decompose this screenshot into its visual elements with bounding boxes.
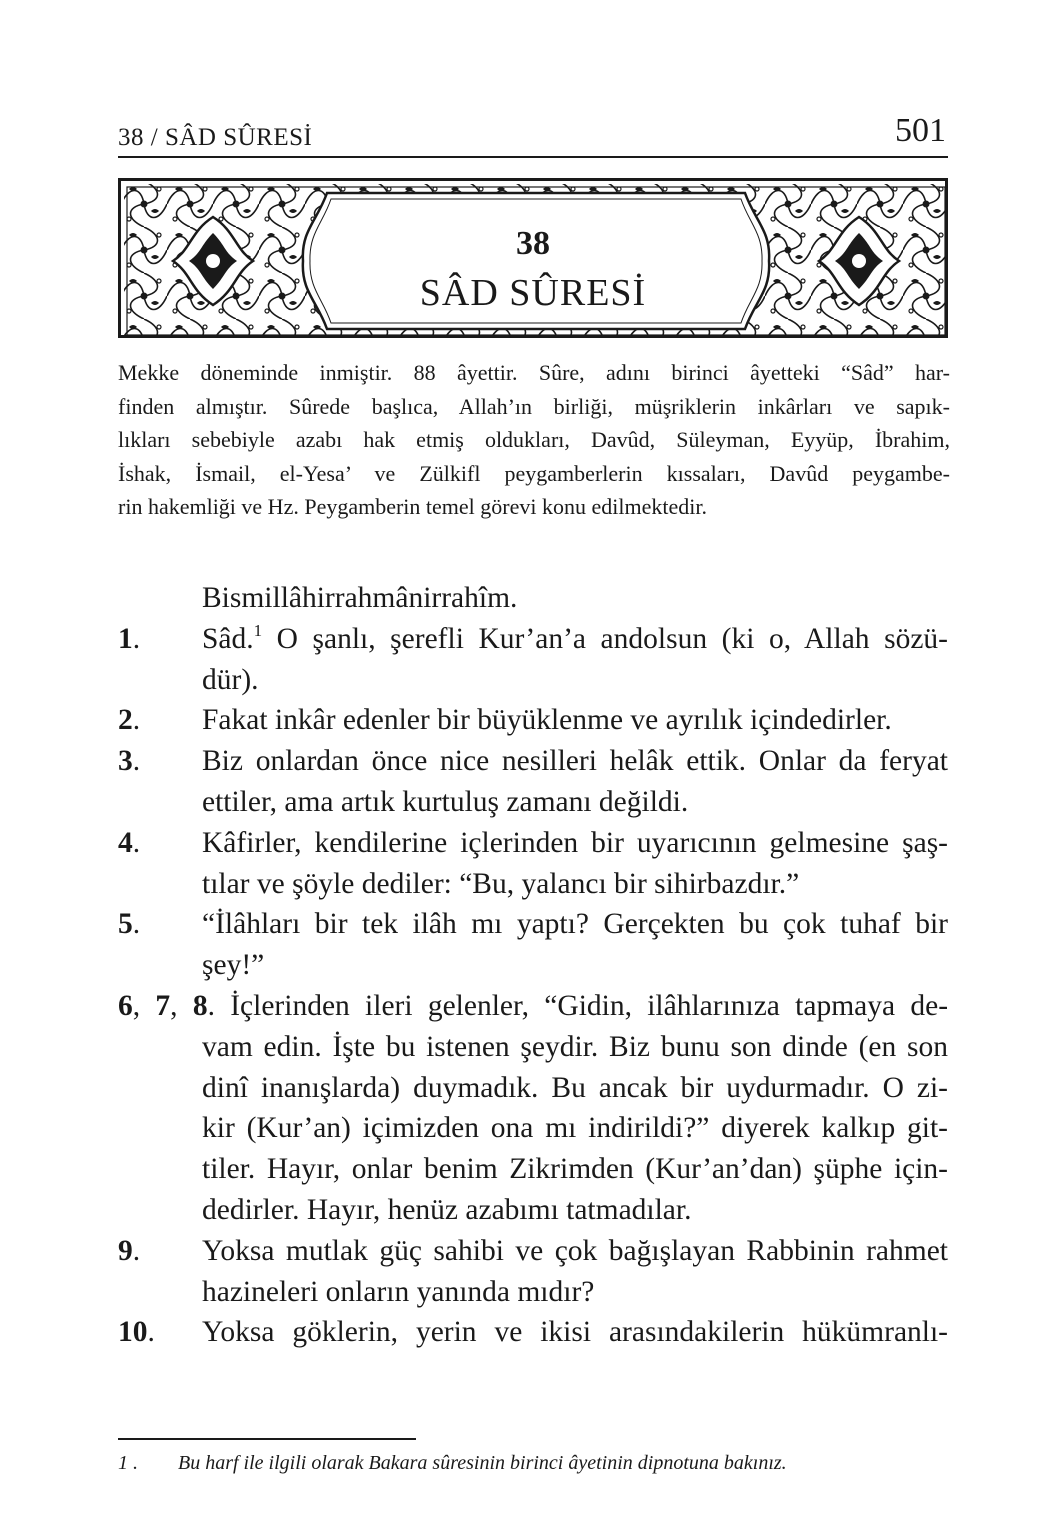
verse-line: Yoksa mutlak güç sahibi ve çok bağışlayan Rabbinin rahmet <box>202 1234 948 1267</box>
basmala: Bismillâhirrahmânirrahîm. <box>202 582 518 614</box>
verse-line: dür). <box>202 663 259 696</box>
verse-number: 9. <box>118 1234 141 1267</box>
verse-line: vam edin. İşte bu istenen şeydir. Biz bunu son dinde (en son <box>202 1030 948 1063</box>
running-title: 38 / SÂD SÛRESİ <box>118 124 313 151</box>
surah-banner <box>118 178 948 338</box>
verse-line: hazineleri onların yanında mıdır? <box>202 1275 595 1308</box>
verse-line: dedirler. Hayır, henüz azabımı tatmadılar. <box>202 1193 692 1226</box>
verse-line: ettiler, ama artık kurtuluş zamanı değildi. <box>202 785 689 818</box>
footnote-reference: 1 <box>253 620 263 640</box>
verse-2 <box>118 700 948 741</box>
verse-number: 4. <box>118 826 141 859</box>
verse-line: şey!” <box>202 949 265 982</box>
footnote-rule <box>118 1438 416 1440</box>
running-head <box>118 108 948 156</box>
verse-line: tiler. Hayır, onlar benim Zikrimden (Kur’an’dan) şüphe için- <box>202 1153 948 1186</box>
verse-list <box>118 578 948 1353</box>
intro-line: İshak, İsmail, el-Yesa’ ve Zülkifl peygamberlerin kıssaları, Davûd peygambe- <box>118 460 950 486</box>
verse-number: 2. <box>118 704 141 737</box>
verse-4 <box>118 823 948 905</box>
verse-line: tılar ve şöyle dediler: “Bu, yalancı bir sihirbazdır.” <box>202 867 800 900</box>
verse-line: Fakat inkâr edenler bir büyüklenme ve ayrılık içindedirler. <box>202 704 892 737</box>
verse-number: 5. <box>118 908 141 941</box>
verse-line: kir (Kur’an) içimizden ona mı indirildi?” diyerek kalkıp git- <box>202 1112 948 1145</box>
verse-number: 10. <box>118 1316 155 1349</box>
intro-line: rin hakemliği ve Hz. Peygamberin temel görevi konu edilmektedir. <box>118 494 707 519</box>
verse-6-7-8 <box>118 986 948 1231</box>
verse-line: 6, 7, 8. İçlerinden ileri gelenler, “Gidin, ilâhlarınıza tapmaya de- <box>118 989 949 1022</box>
footnote-text: Bu harf ile ilgili olarak Bakara sûresinin birinci âyetinin dipnotuna bakınız. <box>178 1452 787 1474</box>
verse-number: 6, 7, 8 <box>118 989 208 1022</box>
footnote-mark: 1 . <box>118 1452 138 1474</box>
verse-line: Biz onlardan önce nice nesilleri helâk ettik. Onlar da feryat <box>202 745 948 778</box>
verse-5 <box>118 904 948 986</box>
verse-line: “İlâhları bir tek ilâh mı yaptı? Gerçekten bu çok tuhaf bir <box>202 908 948 941</box>
header-rule <box>118 156 948 158</box>
verse-line: Kâfirler, kendilerine içlerinden bir uyarıcının gelmesine şaş- <box>202 826 948 859</box>
verse-number: 3. <box>118 745 141 778</box>
surah-number: 38 <box>516 225 550 262</box>
intro-line: Mekke döneminde inmiştir. 88 âyettir. Sûre, adını birinci âyetteki “Sâd” har- <box>118 360 950 385</box>
verse-1 <box>118 619 948 701</box>
verse-line: dinî inanışlarda) duymadık. Bu ancak bir uydurmadır. O zi- <box>202 1071 948 1104</box>
verse-9 <box>118 1231 948 1313</box>
verse-10 <box>118 1312 948 1353</box>
surah-introduction <box>118 356 950 524</box>
verse-line: Yoksa göklerin, yerin ve ikisi arasındakilerin hükümranlı- <box>202 1316 948 1349</box>
surah-title: SÂD SÛRESİ <box>419 272 647 314</box>
verse-line: Sâd.$^1$ O şanlı, şerefli Kur’an’a andolsun (ki o, Allah sözü- <box>202 620 948 655</box>
title-cartouche <box>307 189 759 327</box>
intro-line: lıkları sebebiyle azabı hak etmiş oldukları, Davûd, Süleyman, Eyyüp, İbrahim, <box>118 427 950 452</box>
verse-number: 1. <box>118 622 141 655</box>
intro-line: finden almıştır. Sûrede başlıca, Allah’ın birliği, müşriklerin inkârları ve sapık- <box>118 393 950 419</box>
page-number: 501 <box>895 112 946 149</box>
verse-3 <box>118 741 948 823</box>
